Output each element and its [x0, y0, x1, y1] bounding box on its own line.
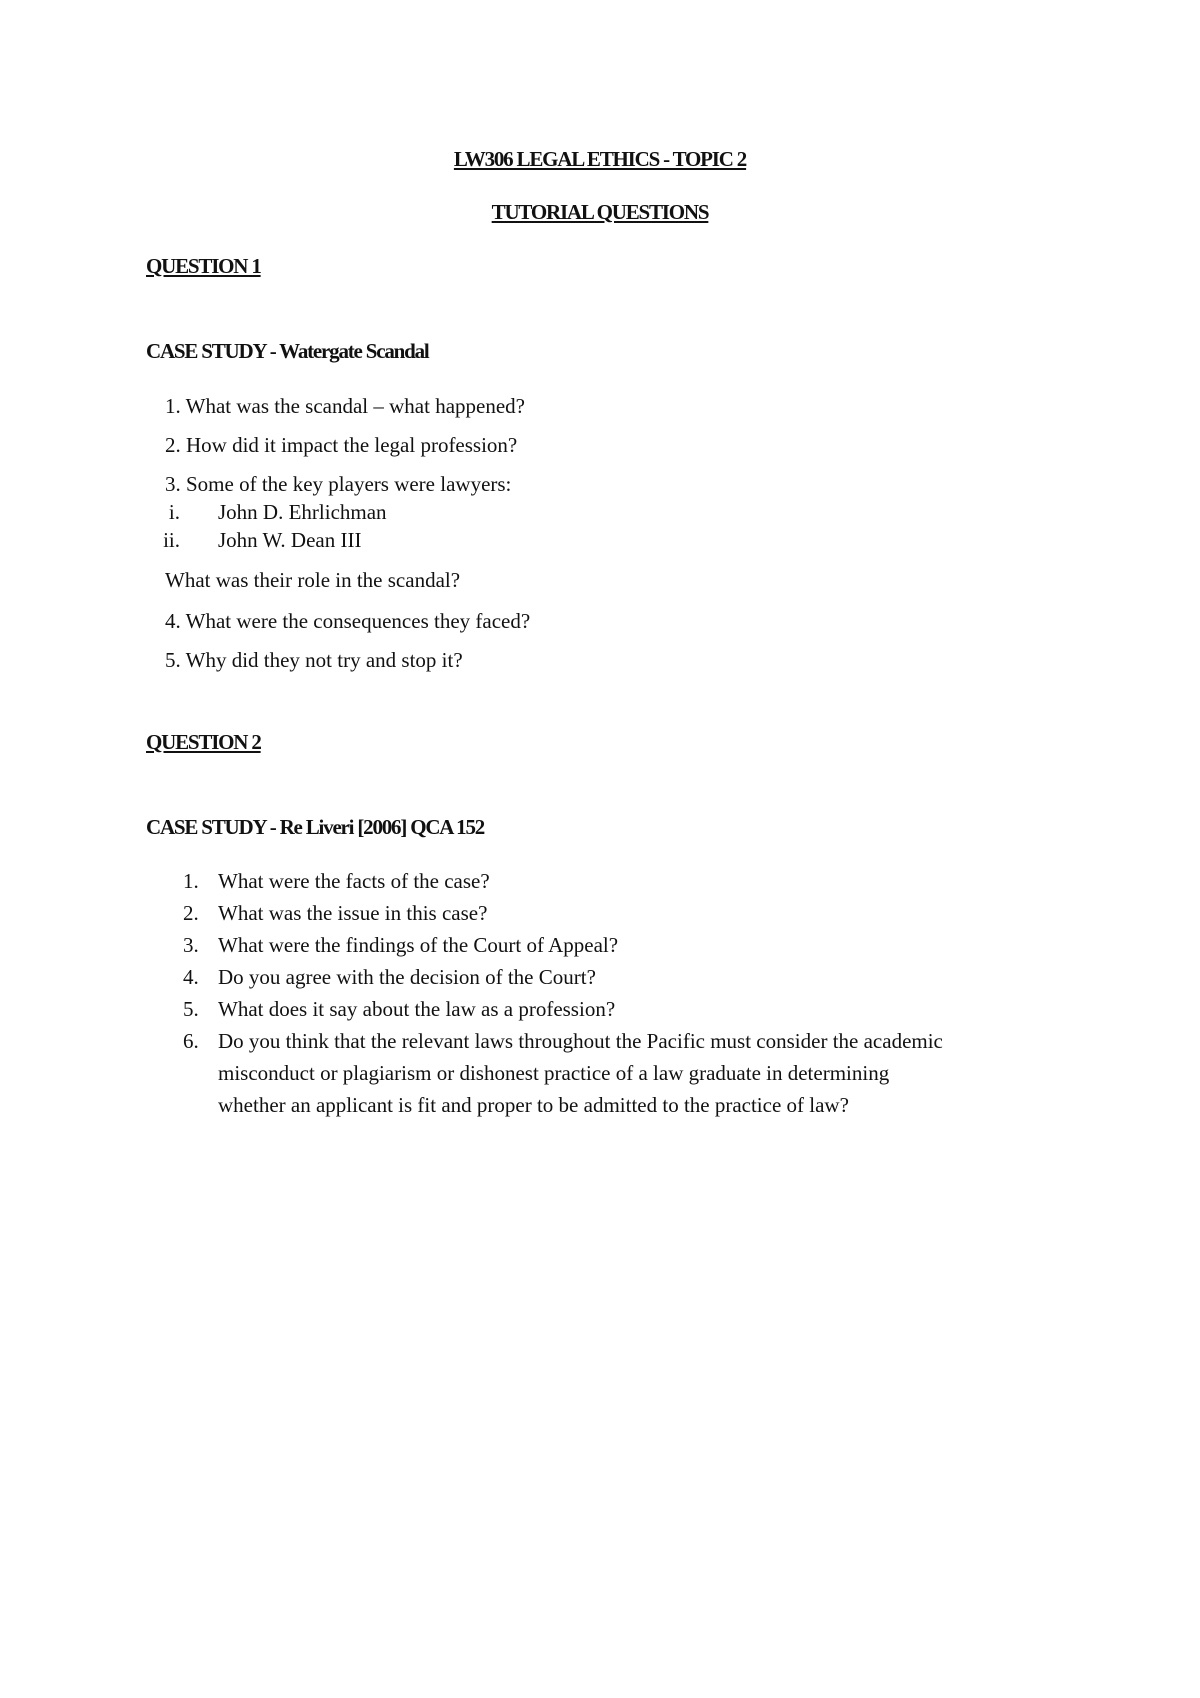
list-item-text: What does it say about the law as a profession?: [218, 997, 616, 1021]
list-number: 1.: [183, 869, 199, 893]
sub-item-text: John W. Dean III: [218, 528, 362, 552]
list-number: 4.: [183, 965, 199, 989]
list-item-text: What were the facts of the case?: [218, 869, 490, 893]
list-item-text: misconduct or plagiarism or dishonest practice of a law graduate in determining: [218, 1061, 890, 1085]
list-item-text: Do you agree with the decision of the Court?: [218, 965, 596, 989]
question-2-case-title: CASE STUDY - Re Liveri [2006] QCA 152: [146, 815, 485, 839]
question-1-case-title: CASE STUDY - Watergate Scandal: [146, 339, 429, 363]
list-number: 2.: [183, 901, 199, 925]
q1-item-4: 4. What were the consequences they faced?: [165, 609, 531, 633]
question-1-heading: QUESTION 1: [146, 254, 261, 278]
sub-item-text: John D. Ehrlichman: [218, 500, 387, 524]
list-number: 6.: [183, 1029, 199, 1053]
sub-item-marker: ii.: [163, 528, 180, 552]
list-number: 3.: [183, 933, 199, 957]
document-subtitle: TUTORIAL QUESTIONS: [491, 200, 709, 224]
q1-item-5: 5. Why did they not try and stop it?: [165, 648, 463, 672]
sub-item-marker: i.: [168, 500, 180, 524]
list-number: 5.: [183, 997, 199, 1021]
list-item-text: Do you think that the relevant laws throughout the Pacific must consider the academic: [218, 1029, 943, 1053]
list-item-text: whether an applicant is fit and proper to be admitted to the practice of law?: [218, 1093, 849, 1117]
q1-item-1: 1. What was the scandal – what happened?: [165, 394, 525, 418]
q1-item-3: 3. Some of the key players were lawyers:: [165, 472, 512, 496]
list-item-text: What were the findings of the Court of Appeal?: [218, 933, 619, 957]
q1-follow-up: What was their role in the scandal?: [165, 568, 461, 592]
list-item-text: What was the issue in this case?: [218, 901, 488, 925]
q1-item-2: 2. How did it impact the legal profession?: [165, 433, 518, 457]
document-title: LW306 LEGAL ETHICS - TOPIC 2: [453, 147, 747, 171]
question-2-heading: QUESTION 2: [146, 730, 261, 754]
